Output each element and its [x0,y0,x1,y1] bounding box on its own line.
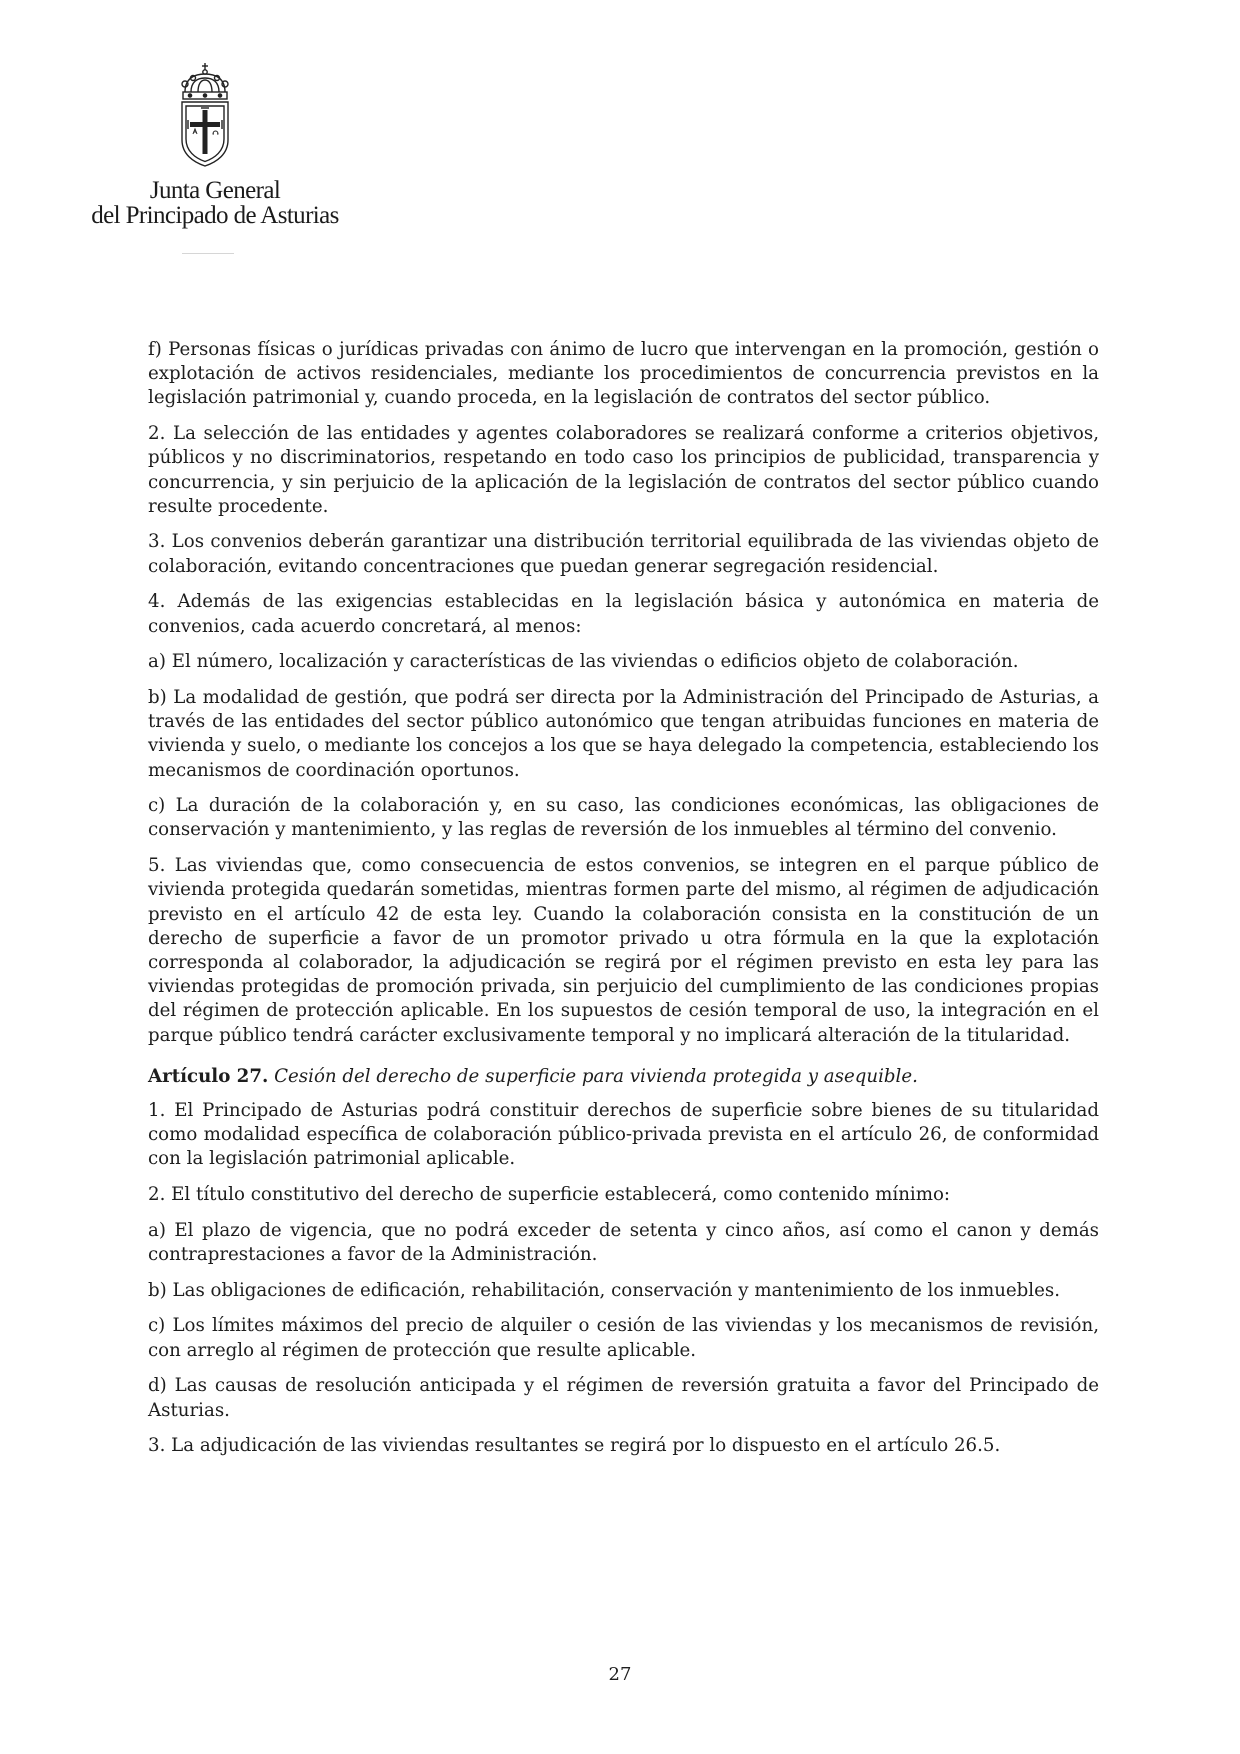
paragraph: d) Las causas de resolución anticipada y el régimen de reversión gratuita a favor del Principado de Asturias. [148,1375,1099,1421]
paragraph: a) El número, localización y características de las viviendas o edificios objeto de colaboración. [148,651,1019,673]
paragraph: 3. Los convenios deberán garantizar una distribución territorial equilibrada de las viviendas objeto de colaboración, evitando concentraciones que puedan generar segregación residencial. [148,531,1099,577]
paragraph: 1. El Principado de Asturias podrá constituir derechos de superficie sobre bienes de su titularidad como modalidad específica de colaboración público-privada prevista en el artículo 26, de conformidad con la legislación patrimonial aplicable. [148,1099,1099,1170]
coat-of-arms-icon [177,62,233,170]
paragraph: 3. La adjudicación de las viviendas resultantes se regirá por lo dispuesto en el artículo 26.5. [148,1435,1001,1457]
institution-name-line1: Junta General [149,177,281,204]
article-title: Cesión del derecho de superficie para vivienda protegida y asequible. [274,1065,918,1087]
paragraph: 5. Las viviendas que, como consecuencia de estos convenios, se integren en el parque público de vivienda protegida quedarán sometidas, mientras formen parte del mismo, al régimen de adjudicación previsto en el artículo 42 de esta ley. Cuando la colaboración consista en la constitución de un derecho de superficie a favor de un promotor privado u otra fórmula en la que la explotación corresponda al colaborador, la adjudicación se regirá por el régimen previsto en esta ley para las viviendas protegidas de promoción privada, sin perjuicio del cumplimiento de las condiciones propias del régimen de protección aplicable. En los supuestos de cesión temporal de uso, la integración en el parque público tendrá carácter exclusivamente temporal y no implicará alteración de la titularidad. [148,855,1099,1046]
paragraph: b) La modalidad de gestión, que podrá ser directa por la Administración del Principado de Asturias, a través de las entidades del sector público autonómico que tengan atribuidas funciones en materia de vivienda y suelo, o mediante los concejos a los que se haya delegado la competencia, estableciendo los mecanismos de coordinación oportunos. [148,686,1099,781]
paragraph: 2. El título constitutivo del derecho de superficie establecerá, como contenido mínimo: [148,1184,951,1206]
paragraph: 4. Además de las exigencias establecidas en la legislación básica y autonómica en materia de convenios, cada acuerdo concretará, al menos: [148,591,1099,637]
header-divider [182,253,234,254]
paragraph: a) El plazo de vigencia, que no podrá exceder de setenta y cinco años, así como el canon y demás contraprestaciones a favor de la Administración. [148,1219,1099,1265]
document-body [148,338,1099,1470]
paragraph: c) Los límites máximos del precio de alquiler o cesión de las viviendas y los mecanismos de revisión, con arreglo al régimen de protección que resulte aplicable. [148,1315,1099,1361]
article-heading [148,1065,1099,1089]
paragraph: c) La duración de la colaboración y, en su caso, las condiciones económicas, las obligaciones de conservación y mantenimiento, y las reglas de reversión de los inmuebles al término del convenio. [148,795,1099,841]
paragraph: f) Personas físicas o jurídicas privadas con ánimo de lucro que intervengan en la promoción, gestión o explotación de activos residenciales, mediante los procedimientos de concurrencia previstos en la legislación patrimonial y, cuando proceda, en la legislación de contratos del sector público. [148,339,1099,409]
paragraph: b) Las obligaciones de edificación, rehabilitación, conservación y mantenimiento de los inmuebles. [148,1279,1061,1301]
page-number: 27 [608,1664,632,1685]
institution-name [90,178,340,228]
institution-name-line2: del Principado de Asturias [91,202,339,229]
article-number: Artículo 27. [148,1065,269,1087]
paragraph: 2. La selección de las entidades y agentes colaboradores se realizará conforme a criterios objetivos, públicos y no discriminatorios, respetando en todo caso los principios de publicidad, transparencia y concurrencia, y sin perjuicio de la aplicación de la legislación de contratos del sector público cuando resulte procedente. [148,423,1099,517]
